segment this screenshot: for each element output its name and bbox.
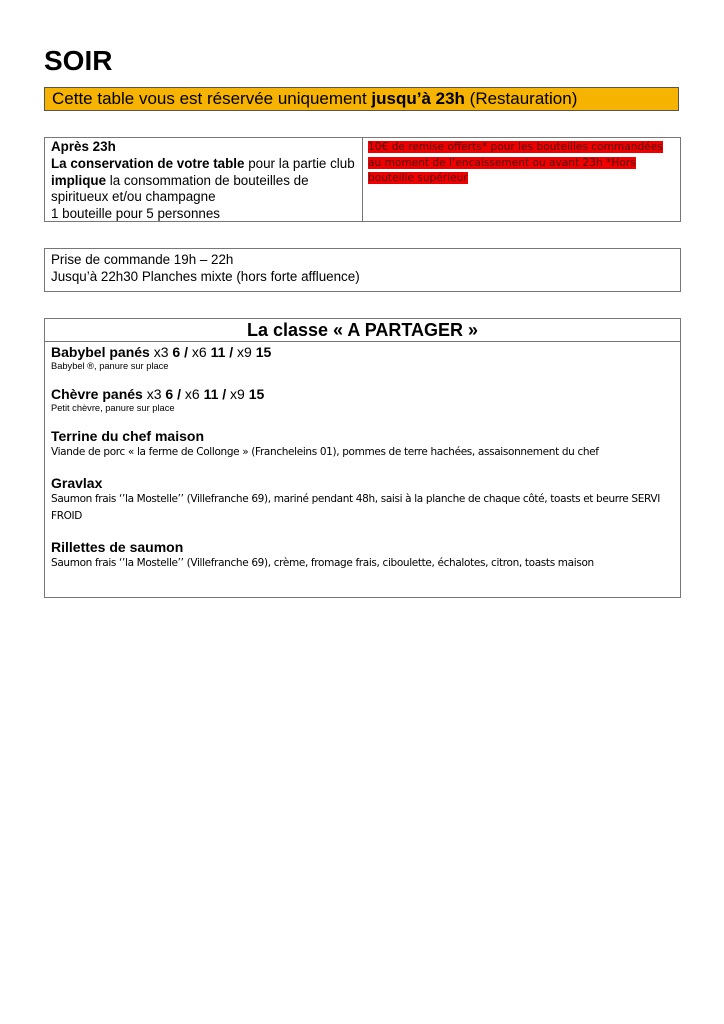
reservation-banner — [44, 87, 679, 111]
price: 15 — [248, 386, 265, 402]
implique-word: implique — [51, 172, 107, 188]
qty: x6 — [191, 344, 211, 360]
qty: x3 — [142, 386, 166, 402]
qty: x6 — [184, 386, 204, 402]
order-hours-box — [44, 248, 681, 292]
separator: / — [225, 344, 238, 360]
order-hours: Prise de commande 19h – 22h — [51, 252, 234, 267]
price: 15 — [255, 344, 272, 360]
table-conservation: La conservation de votre table — [51, 155, 245, 171]
bottle-rule: 1 bouteille pour 5 personnes — [51, 206, 220, 222]
conditions-text: pour la partie club — [244, 155, 355, 171]
item-description: Saumon frais ‘’la Mostelle’’ (Villefranche 69), mariné pendant 48h, saisi à la planche de chaque côté, toasts et beurre SERVI FROID — [51, 493, 660, 522]
item-name: Rillettes de saumon — [51, 539, 184, 555]
after-23h-heading: Après 23h — [51, 139, 116, 154]
discount-offer-text: 10€ de remise offerts* pour les bouteilles commandées au moment de l’encaissement ou avant 23h *Hors bouteille supérieur — [368, 141, 663, 185]
qty: x3 — [149, 344, 173, 360]
price: 6 — [172, 344, 181, 360]
banner-text: Cette table vous est réservée uniquement — [52, 89, 372, 108]
item-description: Viande de porc « la ferme de Collonge » (Francheleins 01), pommes de terre hachées, assaisonnement du chef — [51, 446, 599, 458]
separator: / — [180, 344, 192, 360]
menu-item-chevre — [51, 386, 675, 414]
item-name: Terrine du chef maison — [51, 428, 204, 444]
price: 6 — [165, 386, 174, 402]
menu-item-terrine — [51, 428, 675, 461]
menu-item-babybel — [51, 344, 675, 372]
separator: / — [218, 386, 231, 402]
price: 11 — [210, 344, 226, 360]
item-name: Gravlax — [51, 475, 103, 491]
menu-item-rillettes — [51, 539, 675, 572]
menu-section-title: La classe « A PARTAGER » — [45, 319, 680, 342]
after-23h-conditions — [45, 138, 363, 221]
separator: / — [173, 386, 185, 402]
price: 11 — [203, 386, 219, 402]
banner-time: jusqu’à 23h — [371, 89, 465, 108]
item-name: Chèvre panés — [51, 386, 143, 402]
boards-hours: Jusqu’à 22h30 Planches mixte (hors forte affluence) — [51, 269, 360, 284]
discount-offer — [363, 138, 680, 221]
banner-suffix: (Restauration) — [464, 89, 578, 108]
conditions-text-2: la consommation de bouteilles de spiritueux et/ou champagne — [51, 172, 309, 205]
item-description: Babybel ®, panure sur place — [51, 361, 169, 371]
item-description: Saumon frais ‘’la Mostelle’’ (Villefranche 69), crème, fromage frais, ciboulette, échalotes, citron, toasts maison — [51, 557, 594, 569]
item-name: Babybel panés — [51, 344, 150, 360]
qty: x9 — [237, 344, 256, 360]
item-description: Petit chèvre, panure sur place — [51, 403, 175, 413]
menu-item-gravlax — [51, 475, 675, 525]
page-title: SOIR — [44, 45, 113, 76]
qty: x9 — [230, 386, 249, 402]
after-23h-box — [44, 137, 681, 222]
sharing-menu — [44, 318, 681, 598]
